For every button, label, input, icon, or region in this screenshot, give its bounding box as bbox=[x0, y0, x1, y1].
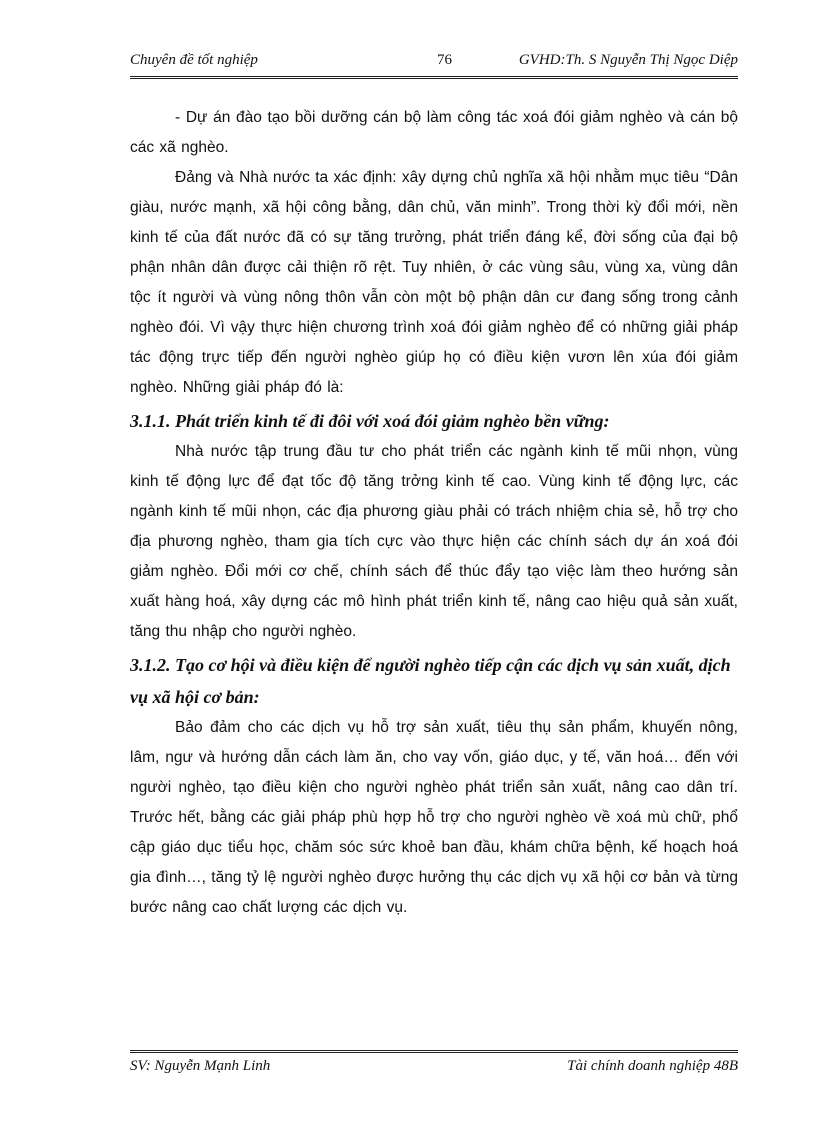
paragraph-training-project: - Dự án đào tạo bồi dưỡng cán bộ làm công tác xoá đói giảm nghèo và cán bộ các xã nghèo. bbox=[130, 109, 738, 156]
page-footer bbox=[130, 1058, 738, 1080]
page-content bbox=[130, 103, 738, 923]
footer-class: Tài chính doanh nghiệp 48B bbox=[567, 1058, 738, 1074]
header-divider bbox=[130, 76, 738, 79]
paragraph-party-goals: Đảng và Nhà nước ta xác định: xây dựng chủ nghĩa xã hội nhằm mục tiêu “Dân giàu, nước mạnh, xã hội công bằng, dân chủ, văn minh”. Trong thời kỳ đổi mới, nền kinh tế của đất nước đã có sự tăng trưởng, phát triển đáng kể, đời sống của đại bộ phận nhân dân được cải thiện rõ rệt. Tuy nhiên, ở các vùng sâu, vùng xa, vùng dân tộc ít người và vùng nông thôn vẫn còn một bộ phận dân cư đang sống trong cảnh nghèo đói. Vì vậy thực hiện chương trình xoá đói giảm nghèo để có những giải pháp tác động trực tiếp đến người nghèo giúp họ có điều kiện vươn lên xúa đói giảm nghèo. Những giải pháp đó là: bbox=[130, 169, 738, 396]
paragraph-social-services: Bảo đảm cho các dịch vụ hỗ trợ sản xuất, tiêu thụ sản phẩm, khuyến nông, lâm, ngư và hướng dẫn cách làm ăn, cho vay vốn, giáo dục, y tế, văn hoá… đến với người nghèo, tạo điều kiện cho người nghèo phát triển sản xuất, nâng cao dân trí. Trước hết, bằng các giải pháp phù hợp hỗ trợ cho người nghèo về xoá mù chữ, phổ cập giáo dục tiểu học, chăm sóc sức khoẻ ban đầu, khám chữa bệnh, kế hoạch hoá gia đình…, tăng tỷ lệ người nghèo được hưởng thụ các dịch vụ xã hội cơ bản và từng bước nâng cao chất lượng các dịch vụ. bbox=[130, 719, 738, 916]
section-heading-3-1-2: 3.1.2. Tạo cơ hội và điều kiện để người nghèo tiếp cận các dịch vụ sản xuất, dịch vụ xã hội cơ bản: bbox=[130, 655, 731, 707]
header-document-type: Chuyên đề tốt nghiệp bbox=[130, 52, 258, 68]
section-heading-3-1-1: 3.1.1. Phát triển kinh tế đi đôi với xoá đói giảm nghèo bền vững: bbox=[130, 411, 610, 431]
paragraph-economic-development: Nhà nước tập trung đầu tư cho phát triển các ngành kinh tế mũi nhọn, vùng kinh tế động lực để đạt tốc độ tăng trởng kinh tế cao. Vùng kinh tế động lực, các ngành kinh tế mũi nhọn, các địa phương giàu phải có trách nhiệm chia sẻ, hỗ trợ cho địa phương nghèo, tham gia tích cực vào thực hiện các chính sách dự án xoá đói giảm nghèo. Đổi mới cơ chế, chính sách để thúc đẩy tạo việc làm theo hướng sản xuất hàng hoá, xây dựng các mô hình phát triển kinh tế, nâng cao hiệu quả sản xuất, tăng thu nhập cho người nghèo. bbox=[130, 443, 738, 640]
footer-student: SV: Nguyễn Mạnh Linh bbox=[130, 1058, 271, 1074]
footer-divider bbox=[130, 1050, 738, 1053]
header-supervisor: GVHD:Th. S Nguyễn Thị Ngọc Diệp bbox=[518, 52, 738, 68]
page-number: 76 bbox=[437, 52, 452, 68]
page-header bbox=[130, 52, 738, 74]
